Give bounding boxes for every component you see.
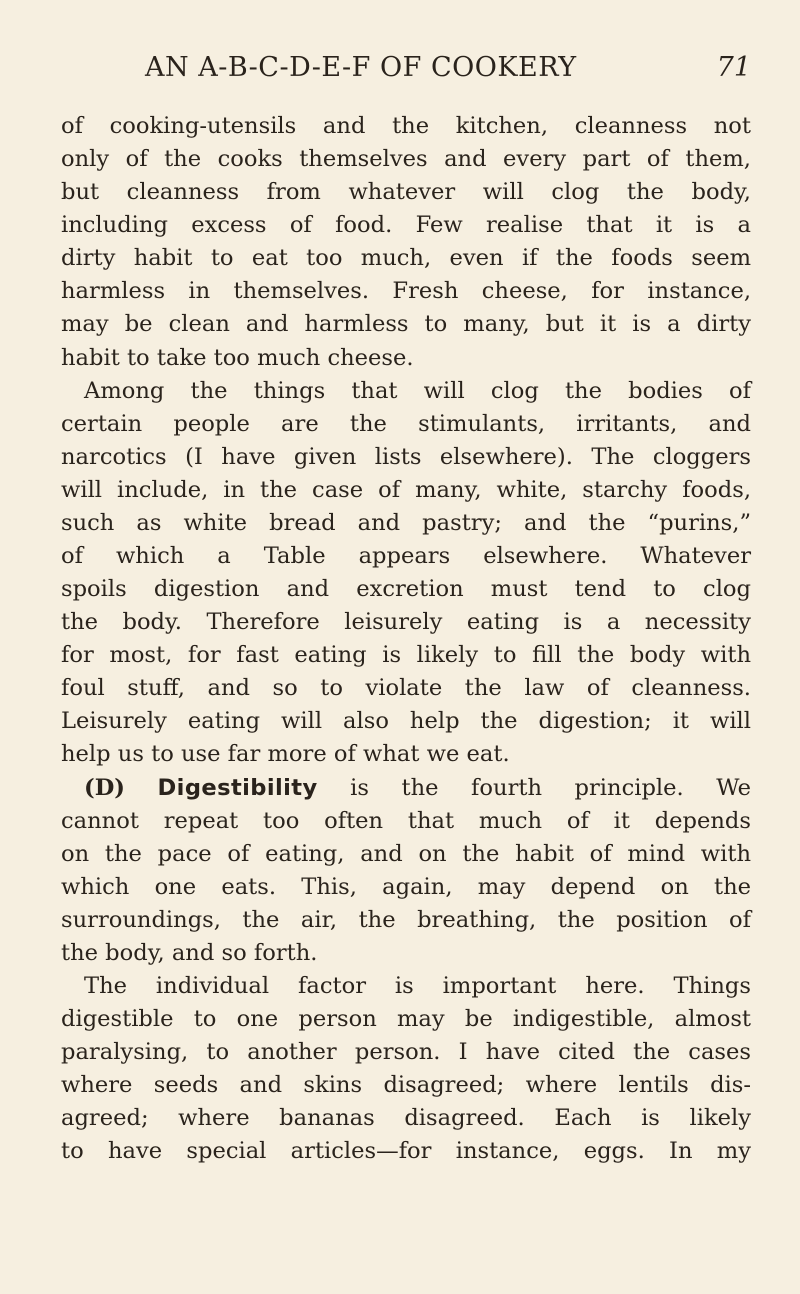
text-line: the body, and so forth. (61, 939, 318, 966)
text-line: which one eats. This, again, may depend on the (61, 873, 751, 900)
paragraph (61, 970, 751, 1168)
text-run: is the fourth principle. We (350, 774, 751, 801)
text-line: agreed; where bananas disagreed. Each is likely (61, 1105, 751, 1132)
text-line: Leisurely eating will also help the digestion; it will (61, 708, 751, 735)
text-line: foul stuff, and so to violate the law of cleanness. (61, 675, 751, 702)
text-line: narcotics (I have given lists elsewhere). The cloggers (61, 443, 751, 470)
text-line: for most, for fast eating is likely to fill the body with (61, 642, 751, 669)
text-line: cannot repeat too often that much of it depends (61, 807, 751, 834)
text-line: spoils digestion and excretion must tend to clog (61, 576, 751, 603)
text-line: may be clean and harmless to many, but it is a dirty (61, 311, 751, 338)
text-line: to have special articles—for instance, eggs. In my (61, 1138, 751, 1165)
text-line (61, 772, 751, 805)
text-line: where seeds and skins disagreed; where lentils dis- (61, 1072, 751, 1099)
text-line: of cooking-utensils and the kitchen, cleanness not (61, 113, 751, 139)
paragraph (61, 375, 751, 772)
text-line: such as white bread and pastry; and the “purins,” (61, 509, 751, 536)
text-line: on the pace of eating, and on the habit of mind with (61, 840, 751, 867)
section-heading-word: Digestibility (157, 774, 318, 801)
text-line: paralysing, to another person. I have cited the cases (61, 1039, 751, 1066)
text-line: will include, in the case of many, white, starchy foods, (61, 476, 751, 503)
text-line: only of the cooks themselves and every part of them, (61, 146, 751, 173)
page-header (61, 52, 751, 92)
paragraph (61, 772, 751, 970)
text-line: harmless in themselves. Fresh cheese, for instance, (61, 278, 751, 305)
text-line: dirty habit to eat too much, even if the foods seem (61, 245, 751, 272)
text-line: surroundings, the air, the breathing, the position of (61, 906, 751, 933)
text-line: of which a Table appears elsewhere. Whatever (61, 543, 751, 570)
text-line: habit to take too much cheese. (61, 344, 414, 371)
text-line: including excess of food. Few realise that it is a (61, 212, 751, 239)
text-line: but cleanness from whatever will clog the body, (61, 179, 751, 206)
section-label: (D) (84, 774, 125, 801)
paragraph (61, 110, 751, 375)
body-text (61, 110, 751, 1169)
running-head: AN A-B-C-D-E-F OF COOKERY (145, 52, 577, 83)
text-line: digestible to one person may be indigestible, almost (61, 1006, 751, 1033)
text-line: Among the things that will clog the bodies of (84, 377, 751, 404)
text-line: help us to use far more of what we eat. (61, 741, 510, 768)
text-line: the body. Therefore leisurely eating is a necessity (61, 609, 751, 636)
page-number: 71 (716, 52, 751, 83)
text-line: The individual factor is important here. Things (84, 973, 751, 1000)
text-line: certain people are the stimulants, irritants, and (61, 410, 751, 437)
